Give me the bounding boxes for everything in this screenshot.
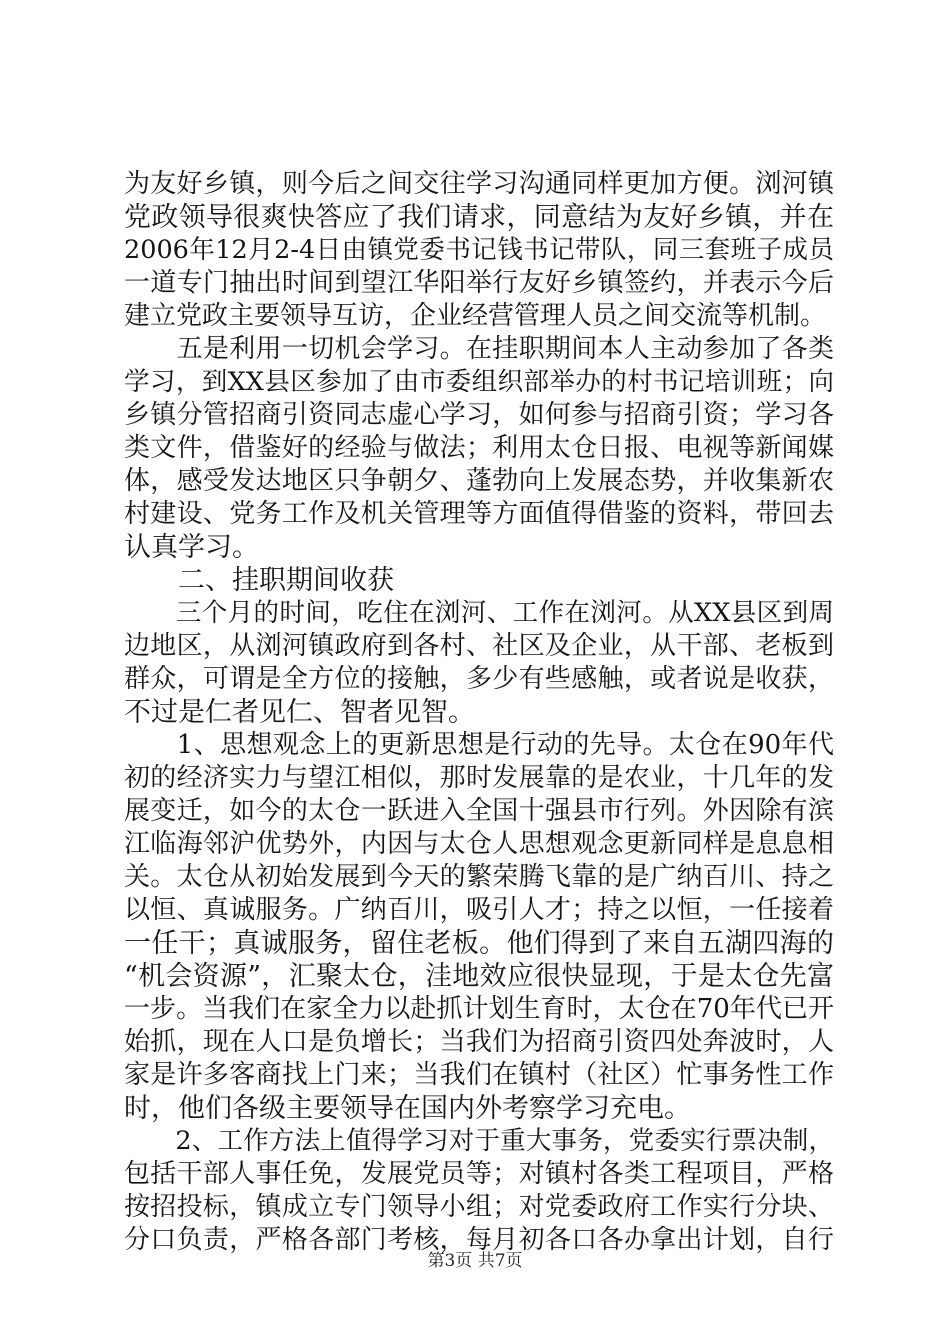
section-heading: 二、挂职期间收获: [124, 565, 394, 596]
text-line: 为友好乡镇，则今后之间交往学习沟通同样更加方便。浏河镇: [124, 169, 834, 199]
text-line: 展变迁，如今的太仓一跃进入全国十强县市行列。外因除有滨: [124, 796, 834, 826]
text-line: 2006年12月2-4日由镇党委书记钱书记带队，同三套班子成员: [124, 235, 834, 265]
document-body: [124, 168, 834, 1257]
text-line: 建立党政主要领导互访，企业经营管理人员之间交流等机制。: [124, 301, 827, 331]
text-line: 学习，到XX县区参加了由市委组织部举办的村书记培训班；向: [124, 367, 834, 397]
text-line: 2、工作方法上值得学习对于重大事务，党委实行票决制，: [124, 1126, 834, 1156]
text-line: 分口负责，严格各部门考核，每月初各口各办拿出计划，自行: [124, 1225, 834, 1255]
text-line: 江临海邻沪优势外，内因与太仓人思想观念更新同样是息息相: [124, 829, 834, 859]
text-line: “机会资源”，汇聚太仓，洼地效应很快显现，于是太仓先富: [124, 961, 834, 992]
text-line: 时，他们各级主要领导在国内外考察学习充电。: [124, 1093, 691, 1124]
text-line: 一任干；真诚服务，留住老板。他们得到了来自五湖四海的: [124, 928, 834, 959]
text-line: 始抓，现在人口是负增长；当我们为招商引资四处奔波时，人: [124, 1027, 834, 1057]
text-line: 认真学习。: [124, 532, 259, 563]
text-line: 群众，可谓是全方位的接触，多少有些感触，或者说是收获，: [124, 664, 834, 694]
text-line: 不过是仁者见仁、智者见智。: [124, 697, 475, 728]
text-line: 按招投标，镇成立专门领导小组；对党委政府工作实行分块、: [124, 1192, 834, 1222]
text-line: 一道专门抽出时间到望江华阳举行友好乡镇签约，并表示今后: [124, 268, 834, 298]
text-line: 一步。当我们在家全力以赴抓计划生育时，太仓在70年代已开: [124, 994, 834, 1024]
text-line: 1、思想观念上的更新思想是行动的先导。太仓在90年代: [124, 730, 834, 760]
text-line: 体，感受发达地区只争朝夕、蓬勃向上发展态势，并收集新农: [124, 466, 834, 496]
page-number-footer: 第3页 共7页: [427, 1251, 523, 1271]
text-line: 关。太仓从初始发展到今天的繁荣腾飞靠的是广纳百川、持之: [124, 862, 834, 892]
text-line: 类文件，借鉴好的经验与做法；利用太仓日报、电视等新闻媒: [124, 433, 834, 463]
text-line: 包括干部人事任免，发展党员等；对镇村各类工程项目，严格: [124, 1159, 834, 1189]
text-line: 村建设、党务工作及机关管理等方面值得借鉴的资料，带回去: [124, 499, 834, 529]
text-line: 五是利用一切机会学习。在挂职期间本人主动参加了各类: [124, 334, 834, 364]
text-line: 三个月的时间，吃住在浏河、工作在浏河。从XX县区到周: [124, 598, 834, 628]
text-line: 家是许多客商找上门来；当我们在镇村（社区）忙事务性工作: [124, 1060, 834, 1090]
text-line: 党政领导很爽快答应了我们请求，同意结为友好乡镇，并在: [124, 202, 834, 233]
text-line: 初的经济实力与望江相似，那时发展靠的是农业，十几年的发: [124, 763, 834, 793]
text-line: 边地区，从浏河镇政府到各村、社区及企业，从干部、老板到: [124, 631, 834, 661]
text-line: 乡镇分管招商引资同志虚心学习，如何参与招商引资；学习各: [124, 400, 834, 430]
text-line: 以恒、真诚服务。广纳百川，吸引人才；持之以恒，一任接着: [124, 895, 834, 925]
